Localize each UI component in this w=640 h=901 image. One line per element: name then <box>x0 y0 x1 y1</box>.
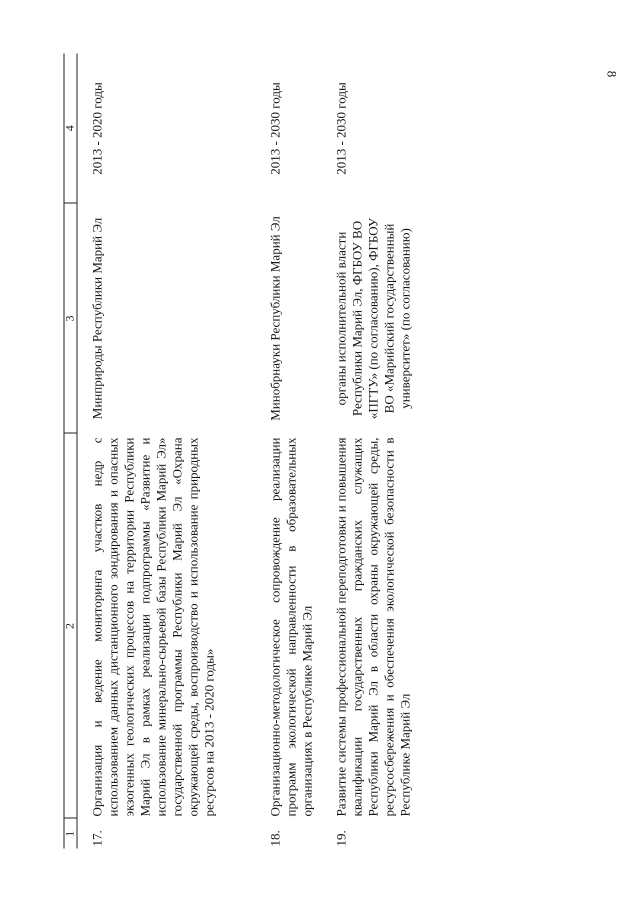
row-description: Организационно-методологическое сопровождение реализации программ экологической направленности в образовательных организациях в Республике Марий Эл <box>267 437 314 817</box>
row-description: Развитие системы профессиональной переподготовки и повышения квалификации государственных гражданских служащих Республики Марий Эл в области охраны окружающей среды, ресурсосбережения и обеспечения экологической безопасности в Республике Марий Эл <box>333 437 412 817</box>
row-number: 18. <box>267 830 282 847</box>
column-header-1: 1 <box>64 819 77 849</box>
row-executor: Минобрнауки Республики Марий Эл <box>267 216 282 421</box>
row-number: 19. <box>333 830 348 847</box>
row-term: 2013 - 2030 годы <box>267 82 282 175</box>
row-description: Организация и ведение мониторинга участков недр с использованием данных дистанционного зондирования и опасных экзогенных геологических процессов на территории Республики Марий Эл в рамках реализации подпрограммы «Развитие и использование минерально-сырьевой базы Республики Марий Эл» государственной программы Республики Марий Эл «Охрана окружающей среды, воспроизводство и использование природных ресурсов на 2013 - 2020 годы» <box>89 437 216 817</box>
table-row <box>327 54 413 849</box>
table-row <box>261 54 327 849</box>
row-number: 17. <box>89 830 104 847</box>
page-number: 8 <box>604 70 620 78</box>
column-header-2: 2 <box>64 434 77 819</box>
row-executor: Минприроды Республики Марий Эл <box>89 217 104 420</box>
row-executor: органы исполнительной власти Республики Марий Эл, ФГБОУ ВО «ПГТУ» (по согласованию), ФГБОУ ВО «Марийский государственный университет» (по согласованию) <box>333 217 412 420</box>
table-row <box>77 54 262 849</box>
column-header-3: 3 <box>64 204 77 434</box>
row-term: 2013 - 2020 годы <box>89 82 104 175</box>
rotated-table-sheet <box>63 54 577 849</box>
row-term: 2013 - 2030 годы <box>333 82 348 175</box>
table-header-row <box>64 54 77 849</box>
measures-table <box>63 54 413 849</box>
column-header-4: 4 <box>64 54 77 204</box>
